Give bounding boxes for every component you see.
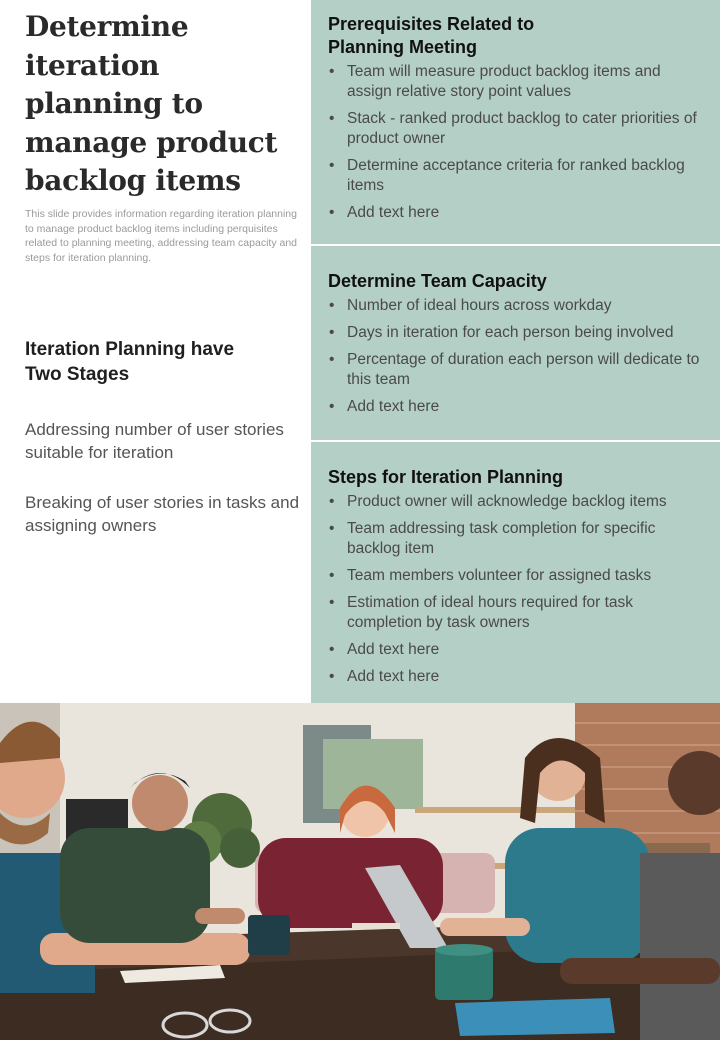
- list-item: • Stack - ranked product backlog to cater priorities of product owner: [328, 109, 708, 149]
- panel-list: [328, 62, 708, 230]
- panel-heading: Determine Team Capacity: [328, 271, 547, 291]
- panel-prerequisites: [311, 0, 720, 244]
- panel-list: [328, 296, 708, 424]
- list-item: • Add text here: [328, 640, 708, 660]
- list-item: • Team addressing task completion for specific backlog item: [328, 519, 708, 559]
- list-item: • Team will measure product backlog items and assign relative story point values: [328, 62, 708, 102]
- stage-item: Breaking of user stories in tasks and assigning owners: [25, 493, 300, 535]
- panel-team-capacity: [311, 246, 720, 440]
- stages-heading: Iteration Planning have Two Stages: [25, 339, 235, 385]
- list-item: • Product owner will acknowledge backlog items: [328, 492, 708, 512]
- list-item: • Team members volunteer for assigned tasks: [328, 566, 708, 586]
- left-column: [0, 0, 311, 703]
- list-item: • Days in iteration for each person being involved: [328, 323, 708, 343]
- meeting-photo: [0, 703, 720, 1040]
- panel-heading: Steps for Iteration Planning: [328, 467, 564, 487]
- list-item: • Add text here: [328, 397, 708, 417]
- list-item: • Determine acceptance criteria for ranked backlog items: [328, 156, 708, 196]
- page-subtitle: This slide provides information regarding iteration planning to manage product backlog items including perquisites related to planning meeting, addressing team capacity and steps for iteration planning.: [25, 208, 298, 264]
- list-item: • Add text here: [328, 667, 708, 687]
- stage-item: Addressing number of user stories suitable for iteration: [25, 420, 284, 462]
- list-item: • Estimation of ideal hours required for task completion by task owners: [328, 593, 708, 633]
- page-title: Determine iteration planning to manage product backlog items: [25, 10, 278, 197]
- panel-iteration-steps: [311, 442, 720, 703]
- list-item: • Add text here: [328, 203, 708, 223]
- panel-heading: Prerequisites Related to Planning Meeting: [328, 14, 535, 57]
- list-item: • Number of ideal hours across workday: [328, 296, 708, 316]
- panel-list: [328, 492, 708, 694]
- list-item: • Percentage of duration each person will dedicate to this team: [328, 350, 708, 390]
